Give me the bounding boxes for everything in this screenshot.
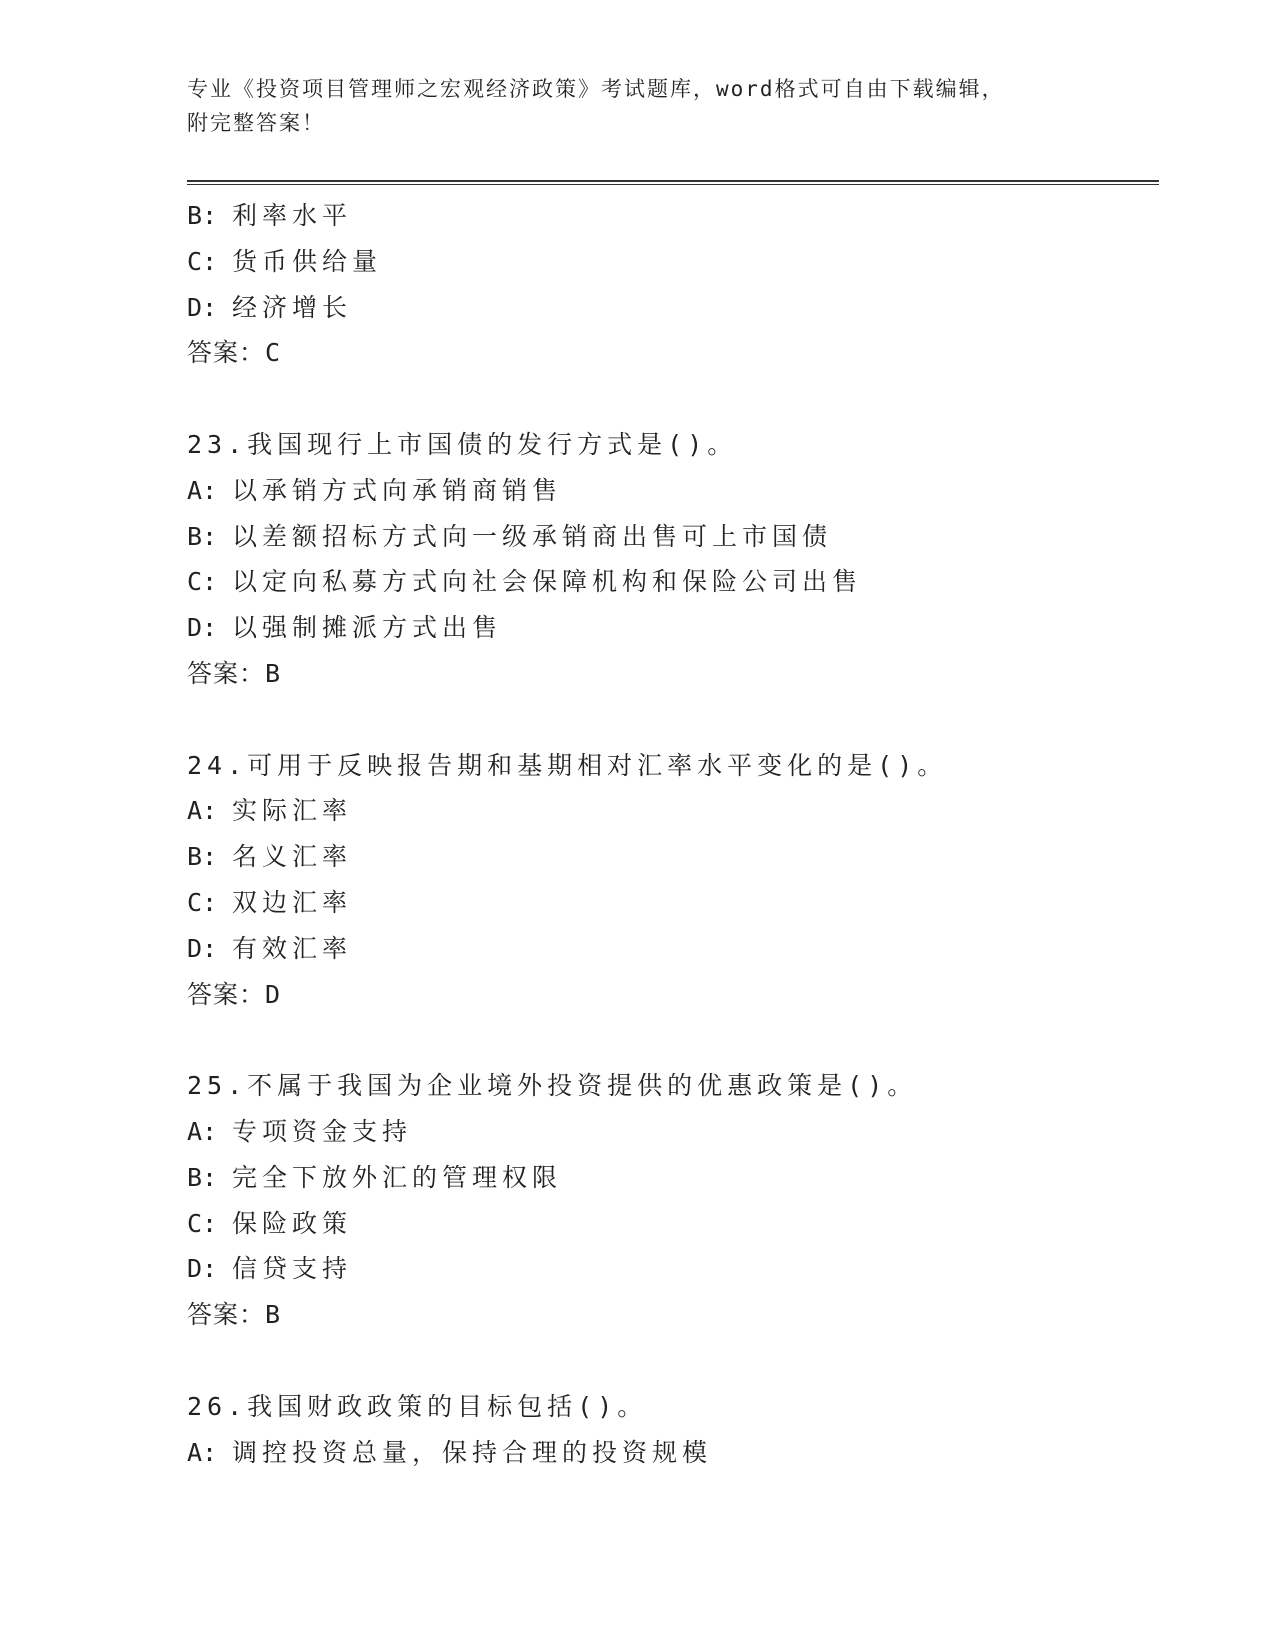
question-gap [187,1338,1159,1384]
option-c [187,1201,1159,1247]
option-b [187,193,1159,239]
option-d [187,285,1159,331]
option-b [187,1155,1159,1201]
option-label: C: [187,246,218,276]
option-text: 完全下放外汇的管理权限 [232,1162,563,1192]
option-a [187,468,1159,514]
option-label: B: [187,842,218,872]
document-header [187,72,1159,140]
option-label: D: [187,292,218,322]
answer-line: 答案：D [187,979,282,1009]
option-text: 利率水平 [232,201,353,230]
header-line-2: 附完整答案！ [187,111,325,135]
option-label: B: [187,1162,218,1192]
option-text: 货币供给量 [232,246,383,276]
option-label: D: [187,613,218,643]
document-page [187,72,1159,1475]
option-d [187,605,1159,651]
option-label: D: [187,1254,218,1284]
option-d [187,926,1159,972]
question-gap [187,376,1159,422]
option-text: 以差额招标方式向一级承销商出售可上市国债 [232,521,833,551]
option-d [187,1246,1159,1292]
option-label: A: [187,475,218,505]
option-label: B: [187,201,218,230]
option-a [187,1430,1159,1476]
question-stem: 25.不属于我国为企业境外投资提供的优惠政策是()。 [187,1071,918,1101]
option-label: A: [187,796,218,826]
option-a [187,1109,1159,1155]
option-text: 双边汇率 [232,887,353,917]
option-b [187,514,1159,560]
option-label: B: [187,521,218,551]
question-gap [187,1017,1159,1063]
header-divider [187,180,1159,185]
option-label: C: [187,887,218,917]
option-label: A: [187,1437,218,1467]
option-label: C: [187,567,218,597]
option-text: 信贷支持 [232,1254,353,1284]
answer-line: 答案：B [187,658,282,688]
option-text: 以承销方式向承销商销售 [232,475,563,505]
option-text: 保险政策 [232,1208,353,1238]
option-text: 以定向私募方式向社会保障机构和保险公司出售 [232,567,863,597]
option-text: 以强制摊派方式出售 [232,613,503,643]
question-stem: 23.我国现行上市国债的发行方式是()。 [187,429,738,459]
question-stem: 24.可用于反映报告期和基期相对汇率水平变化的是()。 [187,750,948,780]
option-c [187,239,1159,285]
option-c [187,880,1159,926]
option-text: 专项资金支持 [232,1116,413,1146]
option-text: 经济增长 [232,292,353,322]
answer-line: 答案：C [187,338,282,368]
option-label: C: [187,1208,218,1238]
question-gap [187,697,1159,743]
answer-line: 答案：B [187,1300,282,1330]
option-b [187,834,1159,880]
option-text: 调控投资总量，保持合理的投资规模 [232,1437,713,1467]
option-label: D: [187,933,218,963]
option-label: A: [187,1116,218,1146]
header-line-1: 专业《投资项目管理师之宏观经济政策》考试题库，word格式可自由下载编辑， [187,77,1005,101]
question-stem: 26.我国财政政策的目标包括()。 [187,1391,648,1421]
option-text: 实际汇率 [232,796,353,826]
option-text: 名义汇率 [232,842,353,872]
option-text: 有效汇率 [232,933,353,963]
option-c [187,559,1159,605]
option-a [187,788,1159,834]
